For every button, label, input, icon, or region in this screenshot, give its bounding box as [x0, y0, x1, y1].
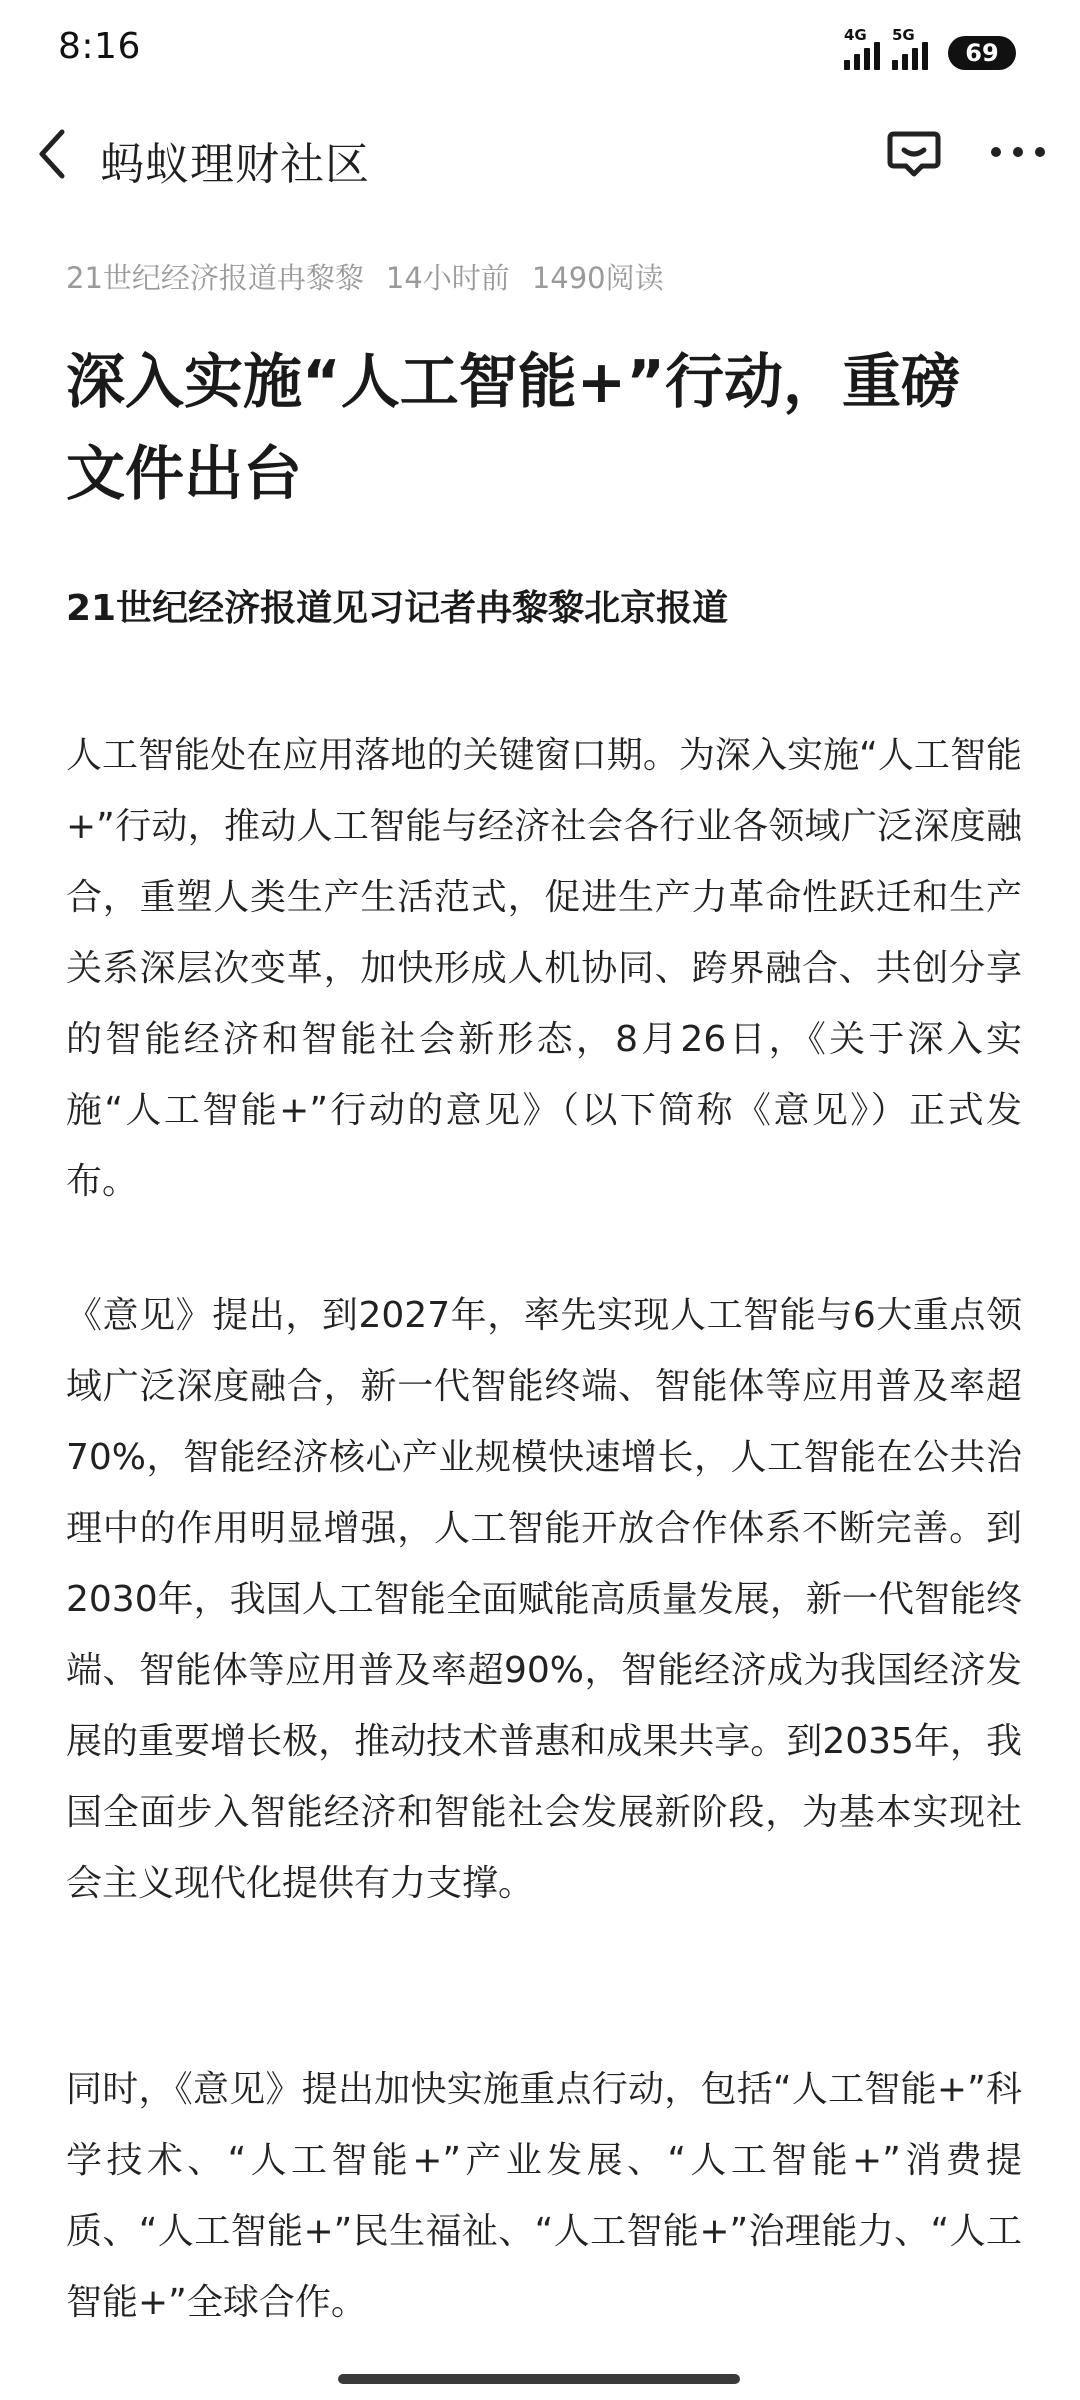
home-indicator[interactable] [338, 2374, 740, 2384]
article-meta [66, 256, 664, 297]
article-title: 深入实施“人工智能+”行动，重磅文件出台 [66, 347, 960, 508]
status-icons [844, 26, 1016, 70]
network-5g-label: 5G [892, 26, 915, 44]
signal-4g-icon [844, 26, 880, 70]
article-paragraph: 人工智能处在应用落地的关键窗口期。为深入实施“人工智能+”行动，推动人工智能与经济社会各行业各领域广泛深度融合，重塑人类生产生活范式，促进生产力革命性跃迁和生产关系深层次变革，加快形成人机协同、跨界融合、共创分享的智能经济和智能社会新形态，8月26日，《关于深入实施“人工智能+”行动的意见》（以下简称《意见》）正式发布。 [66, 735, 1022, 1202]
article-paragraph: 《意见》提出，到2027年，率先实现人工智能与6大重点领域广泛深度融合，新一代智能终端、智能体等应用普及率超70%，智能经济核心产业规模快速增长，人工智能在公共治理中的作用明显增强，人工智能开放合作体系不断完善。到2030年，我国人工智能全面赋能高质量发展，新一代智能终端、智能体等应用普及率超90%，智能经济成为我国经济发展的重要增长极，推动技术普惠和成果共享。到2035年，我国全面步入智能经济和智能社会发展新阶段，为基本实现社会主义现代化提供有力支撑。 [66, 1295, 1022, 1904]
more-icon[interactable] [984, 122, 1052, 182]
battery-icon: 69 [948, 36, 1016, 70]
article-byline: 21世纪经济报道见习记者冉黎黎北京报道 [66, 588, 729, 629]
article-source: 21世纪经济报道冉黎黎 [66, 261, 364, 295]
signal-5g-icon [892, 26, 928, 70]
back-arrow-icon[interactable] [28, 114, 76, 194]
nav-title: 蚂蚁理财社区 [100, 139, 370, 190]
status-bar [0, 0, 1080, 100]
top-nav-bar [0, 100, 1080, 210]
comment-icon[interactable] [884, 122, 944, 182]
status-time: 8:16 [58, 26, 141, 67]
article-read-count: 1490阅读 [531, 261, 664, 295]
network-4g-label: 4G [844, 26, 867, 44]
article-paragraph: 同时，《意见》提出加快实施重点行动，包括“人工智能+”科学技术、“人工智能+”产业发展、“人工智能+”消费提质、“人工智能+”民生福祉、“人工智能+”治理能力、“人工智能+”全球合作。 [66, 2069, 1022, 2323]
article-time: 14小时前 [385, 261, 510, 295]
